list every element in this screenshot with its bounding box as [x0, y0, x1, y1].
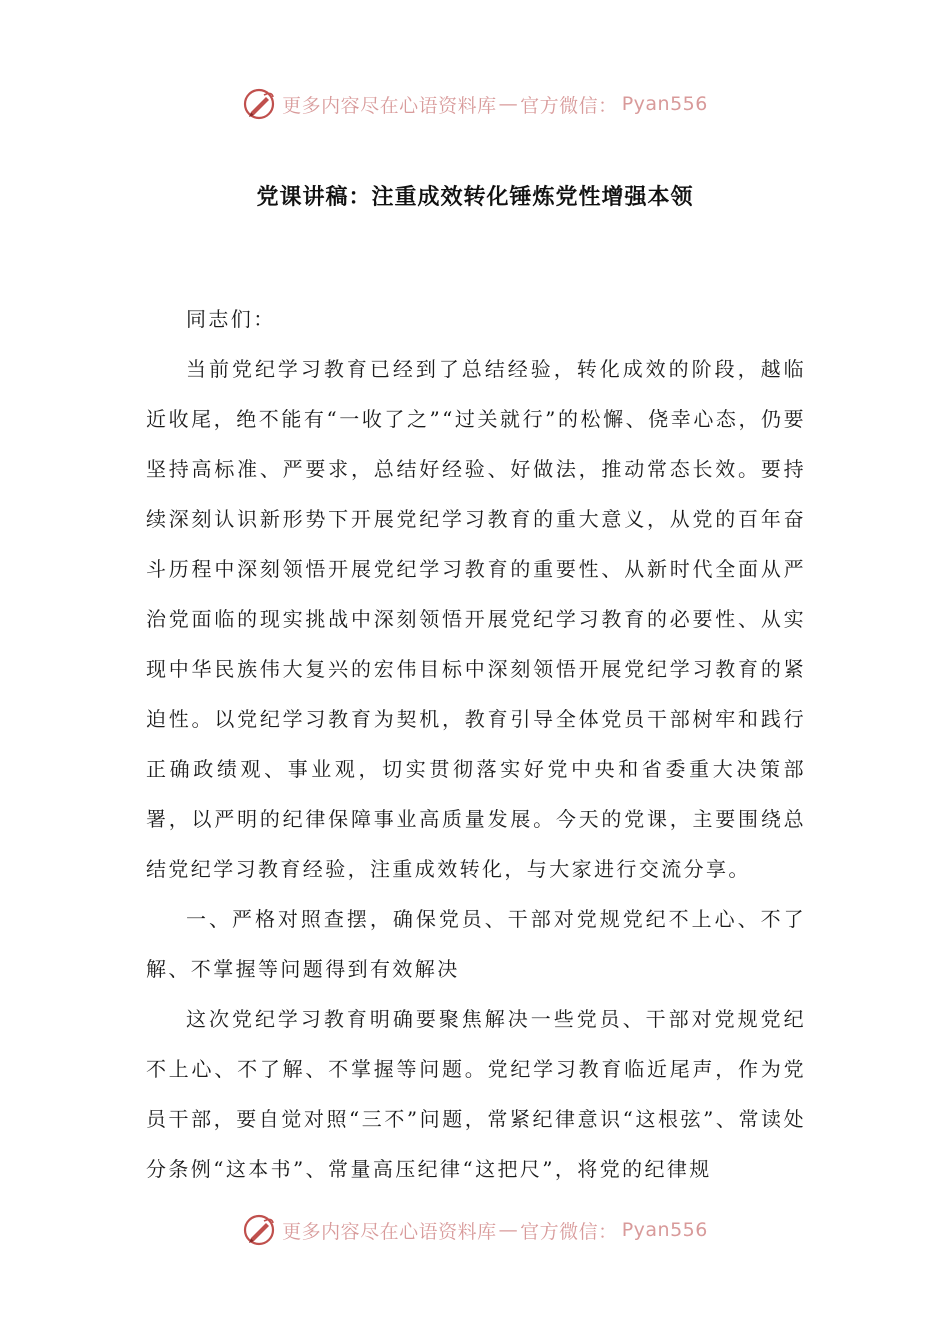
banner-separator: — [498, 93, 519, 115]
body-paragraph: 当前党纪学习教育已经到了总结经验，转化成效的阶段，越临近收尾，绝不能有“一收了之”“过关就行”的松懈、侥幸心态，仍要坚持高标准、严要求，总结好经验、好做法，推动常态长效。要持续深刻认识新形势下开展党纪学习教育的重大意义，从党的百年奋斗历程中深刻领悟开展党纪学习教育的重要性、从新时代全面从严治党面临的现实挑战中深刻领悟开展党纪学习教育的必要性、从实现中华民族伟大复兴的宏伟目标中深刻领悟开展党纪学习教育的紧迫性。以党纪学习教育为契机，教育引导全体党员干部树牢和践行正确政绩观、事业观，切实贯彻落实好党中央和省委重大决策部署，以严明的纪律保障事业高质量发展。今天的党课，主要围绕总结党纪学习教育经验，注重成效转化，与大家进行交流分享。 [146, 357, 806, 881]
banner-separator: — [498, 1219, 519, 1241]
banner-brand: 更多内容尽在心语资料库 [282, 94, 497, 117]
pen-logo-icon [242, 87, 276, 121]
header-banner [0, 86, 950, 122]
banner-wechat-label: 官方微信： [520, 1220, 618, 1243]
salutation: 同志们： [186, 307, 276, 331]
footer-banner [0, 1212, 950, 1248]
pen-logo-icon [242, 1213, 276, 1247]
banner-account: Pyan556 [621, 93, 708, 115]
banner-account: Pyan556 [621, 1219, 708, 1241]
banner-wechat-label: 官方微信： [520, 94, 618, 117]
document-body [146, 294, 806, 1194]
section-heading: 一、严格对照查摆，确保党员、干部对党规党纪不上心、不了解、不掌握等问题得到有效解决 [146, 907, 806, 981]
banner-brand: 更多内容尽在心语资料库 [282, 1220, 497, 1243]
body-paragraph: 这次党纪学习教育明确要聚焦解决一些党员、干部对党规党纪不上心、不了解、不掌握等问题。党纪学习教育临近尾声，作为党员干部，要自觉对照“三不”问题，常紧纪律意识“这根弦”、常读处分条例“这本书”、常量高压纪律“这把尺”，将党的纪律规 [146, 1007, 806, 1181]
page-title: 党课讲稿：注重成效转化锤炼党性增强本领 [256, 185, 694, 210]
